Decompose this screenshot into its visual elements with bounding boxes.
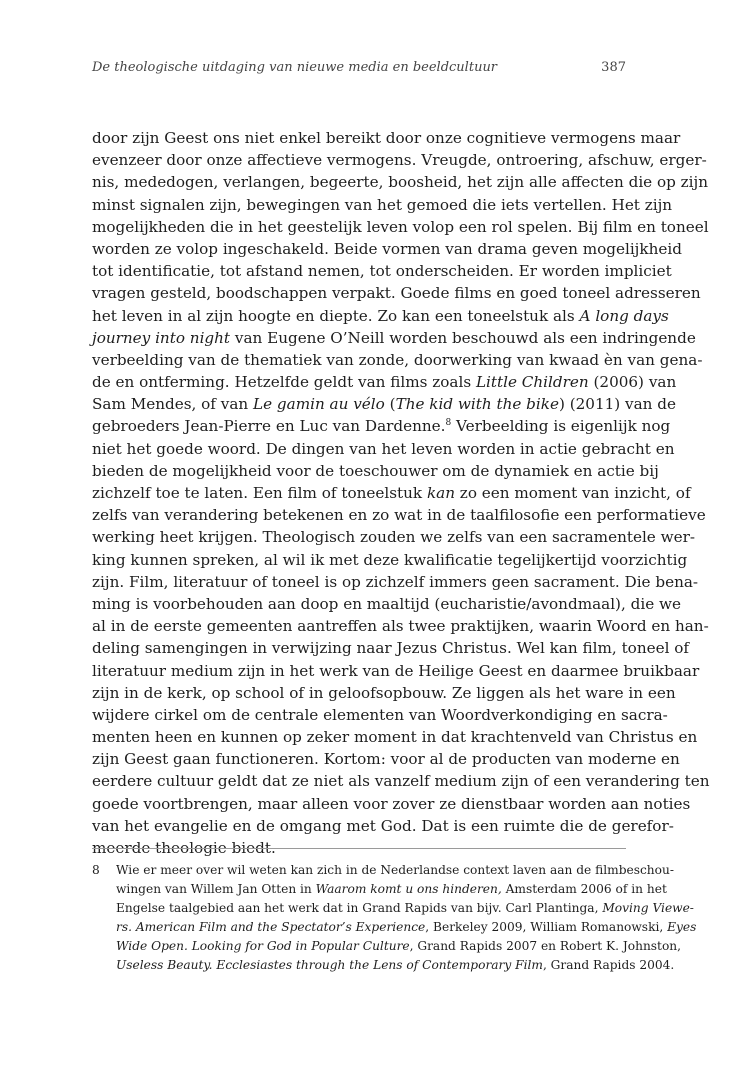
italic-text: journey into night: [92, 328, 231, 347]
text-run: (: [384, 395, 396, 414]
text-run: ming is voorbehouden aan doop en maaltijd (eucharistie/avondmaal), die we: [92, 594, 682, 613]
text-run: niet het goede woord. De dingen van het leven worden in actie gebracht en: [92, 439, 675, 458]
text-run: zijn. Film, literatuur of toneel is op zichzelf immers geen sacrament. Die bena-: [92, 572, 699, 591]
text-run: evenzeer door onze affectieve vermogens. Vreugde, ontroering, afschuw, erger-: [92, 151, 707, 170]
body-line: [92, 216, 709, 238]
body-line: [92, 482, 691, 504]
text-run: Sam Mendes, of van: [92, 395, 254, 414]
text-run: Engelse taalgebied aan het werk dat in Grand Rapids van bijv. Carl Plantinga,: [116, 901, 603, 915]
body-line: [92, 171, 709, 193]
text-run: het leven in al zijn hoogte en diepte. Zo kan een toneelstuk als: [92, 306, 580, 325]
text-run: door zijn Geest ons niet enkel bereikt door onze cognitieve vermogens maar: [92, 129, 681, 147]
italic-text: A long days: [579, 306, 669, 325]
running-title: De theologische uitdaging van nieuwe media en beeldcultuur: [92, 60, 498, 75]
italic-text: Useless Beauty. Ecclesiastes through the Lens of Contemporary Film: [116, 958, 543, 972]
text-run: eerdere cultuur geldt dat ze niet als vanzelf medium zijn of een verandering ten: [92, 772, 710, 791]
text-run: gebroeders Jean-Pierre en Luc van Dardenne.: [92, 417, 446, 436]
footnote-line: [116, 918, 697, 937]
text-run: zichzelf toe te laten. Een film of toneelstuk: [92, 484, 427, 502]
body-line: [92, 238, 682, 260]
body-line: [92, 637, 690, 659]
text-run: wijdere cirkel om de centrale elementen van Woordverkondiging en sacra-: [92, 705, 668, 724]
text-run: werking heet krijgen. Theologisch zouden we zelfs van een sacramentele wer-: [92, 528, 695, 547]
text-run: literatuur medium zijn in het werk van de Heilige Geest en daarmee bruikbaar: [92, 661, 700, 680]
text-run: Amsterdam 2006 of in het: [501, 882, 667, 896]
footnote-number: 8: [92, 863, 100, 877]
text-run: (2006) van: [588, 373, 677, 392]
body-line: [92, 793, 691, 815]
italic-text: Eyes: [667, 920, 697, 934]
text-run: , Berkeley 2009, William Romanowski,: [425, 920, 668, 934]
body-line: [92, 504, 706, 526]
text-run: van Eugene O’Neill worden beschouwd als een indringende: [230, 328, 696, 347]
body-line: [92, 415, 671, 437]
text-run: vragen gesteld, boodschappen verpakt. Goede films en goed toneel adresseren: [92, 284, 701, 303]
body-line: [92, 660, 700, 682]
page-number: 387: [601, 60, 626, 75]
body-line: [92, 770, 710, 792]
footnote-line: [116, 880, 667, 899]
footnote-line: [116, 956, 675, 975]
body-line: [92, 282, 701, 304]
text-run: nis, mededogen, verlangen, begeerte, boosheid, het zijn alle affecten die op zijn: [92, 173, 709, 192]
text-run: wingen van Willem Jan Otten in: [116, 882, 316, 896]
text-run: minst signalen zijn, bewegingen van het gemoed die iets vertellen. Het zijn: [92, 195, 673, 214]
body-line: [92, 526, 695, 548]
text-run: tot identificatie, tot afstand nemen, tot onderscheiden. Er worden impliciet: [92, 262, 672, 281]
text-run: Verbeelding is eigenlijk nog: [451, 417, 671, 436]
body-line: [92, 371, 677, 393]
text-run: goede voortbrengen, maar alleen voor zover ze dienstbaar worden aan noties: [92, 794, 691, 813]
text-run: , Grand Rapids 2007 en Robert K. Johnston,: [409, 939, 682, 953]
italic-text: Little Children: [475, 373, 589, 392]
body-line: [92, 194, 673, 216]
text-run: mogelijkheden die in het geestelijk leven volop een rol spelen. Bij film en toneel: [92, 217, 709, 236]
body-line: [92, 748, 680, 770]
text-run: deling samengingen in verwijzing naar Jezus Christus. Wel kan film, toneel of: [92, 639, 690, 658]
italic-text: Waarom komt u ons hinderen,: [315, 882, 502, 896]
text-run: zijn Geest gaan functioneren. Kortom: voor al de producten van moderne en: [92, 750, 680, 769]
text-run: bieden de mogelijkheid voor de toeschouwer om de dynamiek en actie bij: [92, 461, 659, 480]
footnote-reference: 8: [445, 418, 452, 429]
text-run: zijn in de kerk, op school of in geloofsopbouw. Ze liggen als het ware in een: [92, 683, 676, 702]
text-run: de en ontferming. Hetzelfde geldt van films zoals: [92, 373, 476, 392]
body-line: [92, 571, 699, 593]
text-run: worden ze volop ingeschakeld. Beide vormen van drama geven mogelijkheid: [92, 239, 682, 258]
italic-text: The kid with the bike: [395, 395, 559, 414]
italic-text: Wide Open. Looking for God in Popular Culture: [116, 939, 410, 953]
text-run: ) (2011) van de: [558, 395, 676, 414]
body-line: [92, 682, 676, 704]
body-line: [92, 305, 669, 327]
footnote-line: [116, 937, 682, 956]
italic-text: rs. American Film and the Spectator’s Experience: [116, 920, 426, 934]
body-line: [92, 260, 672, 282]
body-line: [92, 815, 674, 837]
body-line: [92, 349, 703, 371]
body-line: [92, 327, 696, 349]
text-run: van het evangelie en de omgang met God. Dat is een ruimte die de gerefor-: [92, 816, 674, 835]
footnote-line: [116, 861, 674, 880]
body-line: [92, 549, 688, 571]
body-text: [92, 127, 710, 859]
text-run: meerde theologie biedt.: [92, 839, 276, 857]
text-run: menten heen en kunnen op zeker moment in dat krachtenveld van Christus en: [92, 728, 698, 747]
body-line: [92, 460, 659, 482]
body-line: [92, 726, 698, 748]
text-run: zelfs van verandering betekenen en zo wat in de taalfilosofie een performatieve: [92, 506, 706, 525]
text-run: Wie er meer over wil weten kan zich in de Nederlandse context laven aan de filmbeschou-: [116, 863, 674, 877]
footnote-line: [116, 899, 694, 918]
italic-text: Moving Viewe-: [602, 901, 694, 915]
text-run: , Grand Rapids 2004.: [542, 958, 675, 972]
footnote-text: [116, 861, 697, 975]
text-run: verbeelding van de thematiek van zonde, doorwerking van kwaad èn van gena-: [92, 350, 703, 369]
italic-text: Le gamin au vélo: [253, 395, 385, 414]
text-run: zo een moment van inzicht, of: [454, 484, 691, 502]
body-line: [92, 127, 681, 149]
body-line: [92, 615, 709, 637]
body-line: [92, 393, 676, 415]
italic-text: kan: [426, 484, 455, 502]
text-run: king kunnen spreken, al wil ik met deze kwalificatie tegelijkertijd voorzichtig: [92, 550, 688, 569]
body-line: [92, 438, 675, 460]
body-line: [92, 704, 668, 726]
footnote-divider: [92, 848, 626, 849]
running-head: [92, 60, 626, 75]
text-run: al in de eerste gemeenten aantreffen als twee praktijken, waarin Woord en han-: [92, 617, 709, 636]
body-line: [92, 593, 682, 615]
body-line: [92, 149, 707, 171]
